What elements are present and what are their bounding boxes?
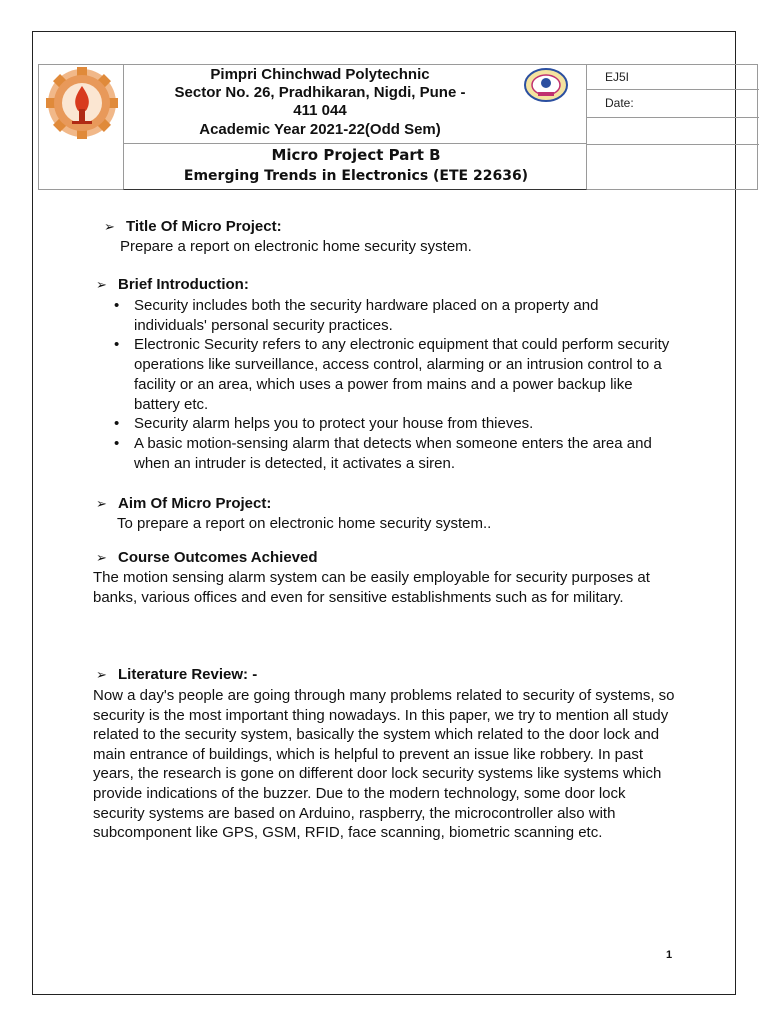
bullet-icon: • — [114, 434, 120, 452]
arrow-bullet-icon: ➢ — [96, 550, 107, 565]
literature-text: Now a day's people are going through many problems related to security of systems, so security is the most important thing nowadays. In this paper, we try to mention all study related to the security system, basically the system which related to the door lock and main entrance of buildings, which is helpful to prevent an issue like robbery. In past years, the research is gone on different door lock security systems like systems which provide indications of the buzzer. Due to the modern technology, some door lock security systems are based on Arduino, raspberry, the microcontroller also with subcomponent like GPS, GSM, RFID, face scanning, biometric scanning etc. — [93, 687, 675, 842]
aim-heading-text: Aim Of Micro Project: — [118, 495, 272, 512]
date-label: Date: — [605, 96, 634, 110]
outcomes-heading-text: Course Outcomes Achieved — [118, 549, 318, 566]
list-item — [114, 335, 674, 414]
institute-logo-icon — [39, 65, 123, 189]
institute-address-line2: 411 044 — [293, 102, 347, 119]
outcomes-heading — [96, 549, 318, 566]
meta-divider — [587, 144, 759, 145]
bullet-icon: • — [114, 415, 120, 433]
list-item — [114, 296, 674, 335]
literature-heading — [96, 666, 257, 683]
page-number: 1 — [666, 949, 673, 961]
list-item-text: A basic motion-sensing alarm that detects when someone enters the area and when an intruder is detected, it activates a siren. — [134, 434, 652, 472]
literature-heading-text: Literature Review: - — [118, 666, 258, 683]
meta-divider — [587, 117, 759, 118]
institute-address-line1: Sector No. 26, Pradhikaran, Nigdi, Pune - — [174, 84, 466, 101]
part-title: Micro Project Part B — [271, 146, 441, 164]
title-heading — [104, 218, 282, 235]
bullet-icon: • — [114, 336, 120, 354]
intro-heading-text: Brief Introduction: — [118, 276, 249, 293]
subject-title: Emerging Trends in Electronics (ETE 22636) — [183, 168, 529, 184]
outcomes-text: The motion sensing alarm system can be easily employable for security purposes at banks, various offices and even for sensitive establishments such as for military. — [93, 569, 650, 606]
arrow-bullet-icon: ➢ — [96, 277, 107, 292]
arrow-bullet-icon: ➢ — [104, 219, 115, 234]
logo-cell — [38, 64, 124, 190]
meta-divider — [587, 89, 759, 90]
university-seal-icon — [524, 68, 568, 102]
arrow-bullet-icon: ➢ — [96, 667, 107, 682]
meta-cell — [586, 64, 758, 190]
institute-title-cell — [123, 64, 587, 144]
title-text: Prepare a report on electronic home security system. — [120, 238, 472, 255]
bullet-icon: • — [114, 297, 120, 314]
list-item-text: Security includes both the security hardware placed on a property and individuals' personal security practices. — [134, 297, 599, 334]
aim-heading — [96, 495, 271, 512]
intro-bullet-list — [114, 296, 674, 473]
list-item-text: Security alarm helps you to protect your house from thieves. — [134, 415, 534, 433]
title-heading-text: Title Of Micro Project: — [126, 218, 282, 235]
aim-text: To prepare a report on electronic home security system.. — [117, 515, 492, 532]
list-item — [114, 434, 674, 473]
academic-year: Academic Year 2021-22(Odd Sem) — [199, 121, 441, 138]
list-item — [114, 414, 674, 434]
intro-heading — [96, 276, 249, 293]
list-item-text: Electronic Security refers to any electronic equipment that could perform security operations like surveillance, access control, alarming or an intrusion control to a facility or an area, which uses a power from mains and a power backup like battery etc. — [134, 336, 670, 413]
class-code: EJ5I — [605, 70, 630, 84]
institute-name: Pimpri Chinchwad Polytechnic — [210, 66, 430, 83]
arrow-bullet-icon: ➢ — [96, 496, 107, 511]
part-title-cell — [123, 143, 587, 190]
header-table — [38, 64, 758, 190]
